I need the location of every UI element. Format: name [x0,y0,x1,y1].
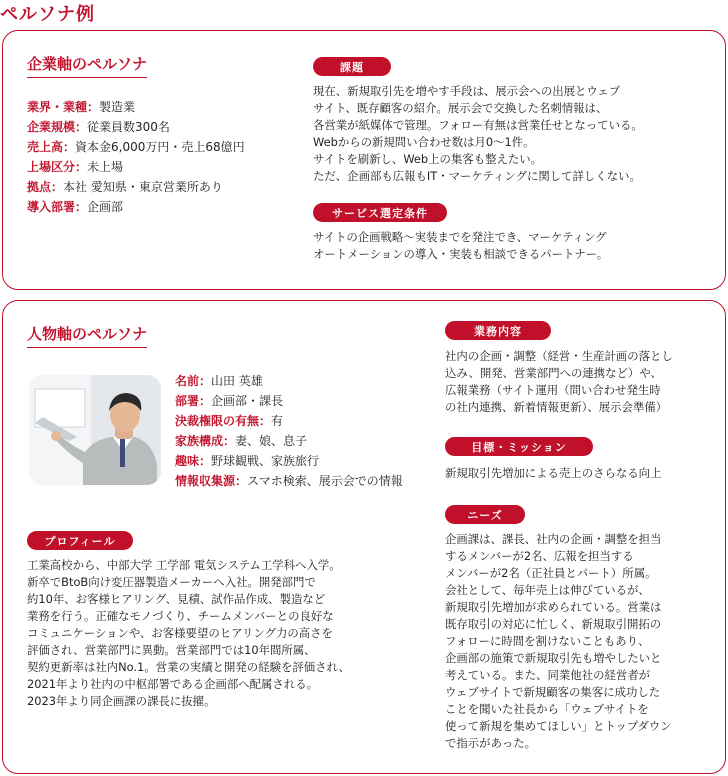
field-value: 企画部 [87,200,124,214]
field-value: 資本金6,000万円・売上68億円 [75,140,245,154]
field-value: 従業員数300名 [87,120,170,134]
person-persona-heading: 人物軸のペルソナ [27,323,147,348]
field-value: 有 [271,414,284,428]
issues-text: 現在、新規取引先を増やす手段は、展示会への出展とウェブ サイト、既存顧客の紹介。展示会で交換した名刺情報は、 各営業が紙媒体で管理。フォロー有無は営業任せとなっている。 Webからの新規問い合わせ数は月0〜1件。 サイトを刷新し、Web上の集客も整えたい。 ただ、企画部も広報もIT・マーケティングに関して詳しくない。 [313,84,643,183]
profile-text: 工業高校から、中部大学 工学部 電気システム工学科へ入学。 新卒でBtoB向け変圧器製造メーカーへ入社。開発部門で 約10年、お客様ヒアリング、見積、試作品作成、製造など 業務を行う。正確なモノづくり、チームメンバーとの良好な コミュニケーションや、お客様要望のヒアリング力の高さを 評価され、営業部門に異動。営業部門では10年間所属、 契約更新率は社内No.1。営業の実績と開発の経験を評価され、 2021年より社内の中枢部署である企画部へ配属される。 2023年より同企画課の課長に抜擢。 [27,558,350,708]
field-value: 未上場 [87,160,124,174]
field-value: スマホ検索、展示会での情報 [247,474,403,488]
field-label: 企業規模： [27,120,88,134]
profile-badge: プロフィール [27,531,133,550]
duties-text: 社内の企画・調整（経営・生産計画の落とし 込み、開発、営業部門への連携など）や、 広報業務（サイト運用（問い合わせ発生時 の社内連携、新着情報更新）、展示会準備） [445,349,673,414]
field-label: 家族構成： [175,434,236,448]
company-field-list [27,97,245,217]
field-label: 部署： [175,394,212,408]
person-field [175,431,403,451]
company-field [27,117,245,137]
company-field [27,157,245,177]
person-field [175,391,403,411]
person-persona-card [2,300,726,774]
field-label: 業界・業種： [27,100,100,114]
field-label: 導入部署： [27,200,88,214]
field-value: 企画部・課長 [211,394,284,408]
company-field [27,197,245,217]
person-field [175,371,403,391]
mission-badge: 目標・ミッション [445,437,593,456]
person-field [175,411,403,431]
field-label: 趣味： [175,454,212,468]
page-title: ペルソナ例 [0,4,95,25]
field-label: 決裁権限の有無： [175,414,272,428]
persona-photo-illustration [29,375,161,485]
issues-badge: 課題 [313,57,391,76]
company-field [27,137,245,157]
field-value: 本社 愛知県・東京営業所あり [63,180,223,194]
field-label: 拠点： [27,180,64,194]
needs-text: 企画課は、課長、社内の企画・調整を担当 するメンバーが2名、広報を担当する メンバーが2名（正社員とパート）所属。 会社として、毎年売上は伸びているが、 新規取引先増加が求められている。営業は 既存取引の対応に忙しく、新規取引開拓の フォローに時間を割けないこともあり、 企画部の施策で新規取引先も増やしたいと 考えている。また、同業他社の経営者が ウェブサイトで新規顧客の集客に成功した ことを聞いた社長から「ウェブサイトを 使って新規を集めてほしい」とトップダウン で指示があった。 [445,532,672,750]
person-field-list [175,371,403,491]
company-persona-card [2,30,726,290]
field-label: 名前： [175,374,212,388]
person-field [175,471,403,491]
field-value: 山田 英雄 [211,374,263,388]
field-value: 野球観戦、家族旅行 [211,454,320,468]
field-label: 情報収集源： [175,474,248,488]
mission-text: 新規取引先増加による売上のさらなる向上 [445,466,662,480]
company-persona-heading: 企業軸のペルソナ [27,53,147,78]
company-field [27,177,245,197]
persona-photo [29,375,161,485]
field-value: 妻、娘、息子 [235,434,308,448]
company-field [27,97,245,117]
criteria-badge: サービス選定条件 [313,203,447,222]
needs-badge: ニーズ [445,505,525,524]
duties-badge: 業務内容 [445,321,551,340]
field-value: 製造業 [99,100,136,114]
field-label: 売上高： [27,140,76,154]
person-field [175,451,403,471]
field-label: 上場区分： [27,160,88,174]
criteria-text: サイトの企画戦略〜実装までを発注でき、マーケティング オートメーションの導入・実装も相談できるパートナー。 [313,230,609,261]
